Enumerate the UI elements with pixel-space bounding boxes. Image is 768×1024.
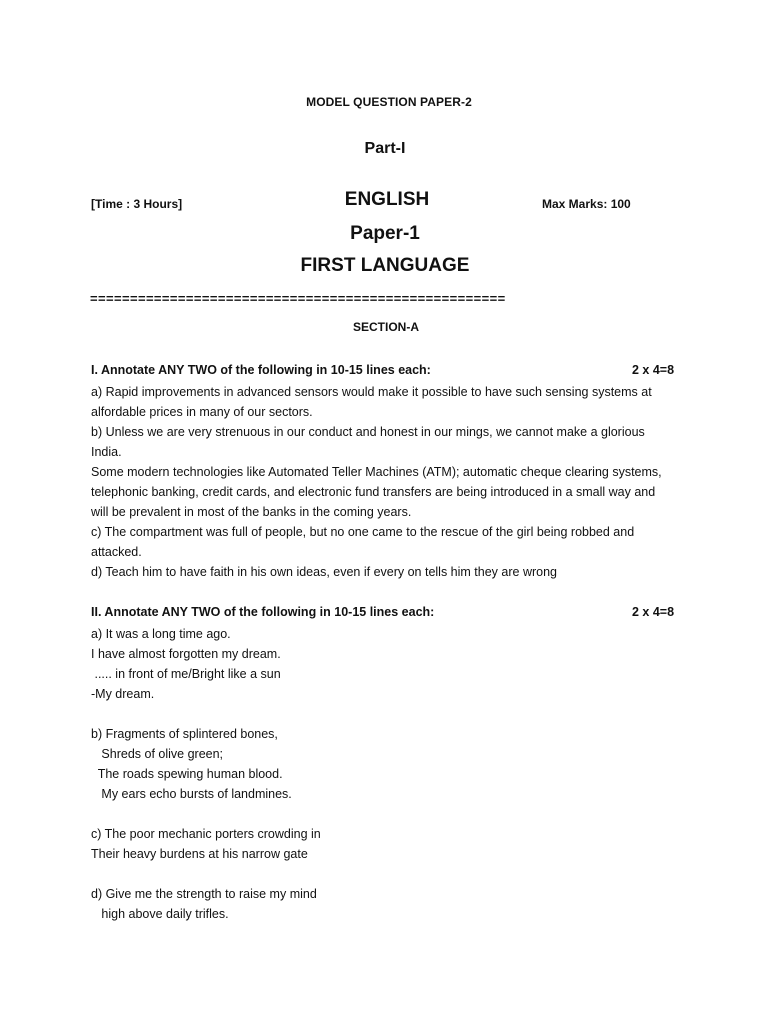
text-line: My ears echo bursts of landmines. (91, 787, 292, 801)
text-line (91, 704, 691, 724)
text-line: high above daily trifles. (91, 907, 229, 921)
divider-rule: ==================================================== (90, 291, 506, 306)
subject-title: ENGLISH (344, 189, 430, 210)
text-line: b) Fragments of splintered bones, (91, 727, 278, 741)
paper-title: MODEL QUESTION PAPER-2 (306, 95, 472, 109)
question-1-body (91, 382, 691, 582)
text-line: c) The compartment was full of people, but no one came to the rescue of the girl being robbed and (91, 525, 635, 539)
question-2-heading: II. Annotate ANY TWO of the following in 10-15 lines each: (91, 605, 435, 619)
question-2-body (91, 624, 691, 924)
time-allowed: [Time : 3 Hours] (91, 197, 183, 211)
text-line: d) Give me the strength to raise my mind (91, 887, 317, 901)
text-line: ..... in front of me/Bright like a sun (91, 667, 281, 681)
question-1-marks: 2 x 4=8 (632, 363, 675, 377)
question-1-heading: I. Annotate ANY TWO of the following in 10-15 lines each: (91, 363, 431, 377)
text-line: Their heavy burdens at his narrow gate (91, 847, 308, 861)
question-2-marks: 2 x 4=8 (632, 605, 675, 619)
paper-number: Paper-1 (350, 223, 420, 244)
language-title: FIRST LANGUAGE (300, 255, 470, 276)
text-line: b) Unless we are very strenuous in our conduct and honest in our mings, we cannot make a glorious (91, 425, 645, 439)
text-line: c) The poor mechanic porters crowding in (91, 827, 321, 841)
text-line: attacked. (91, 545, 142, 559)
text-line: telephonic banking, credit cards, and electronic fund transfers are being introduced in a small way and (91, 485, 656, 499)
text-line: a) Rapid improvements in advanced sensors would make it possible to have such sensing systems at (91, 385, 652, 399)
text-line (91, 804, 691, 824)
text-line: Shreds of olive green; (91, 747, 224, 761)
text-line: The roads spewing human blood. (91, 767, 283, 781)
text-line (91, 864, 691, 884)
text-line: India. (91, 445, 122, 459)
text-line: Some modern technologies like Automated Teller Machines (ATM); automatic cheque clearing systems, (91, 465, 662, 479)
section-heading: SECTION-A (353, 320, 419, 334)
text-line: d) Teach him to have faith in his own ideas, even if every on tells him they are wrong (91, 565, 557, 579)
text-line: alfordable prices in many of our sectors. (91, 405, 313, 419)
text-line: a) It was a long time ago. (91, 627, 231, 641)
text-line: will be prevalent in most of the banks in the coming years. (91, 505, 412, 519)
text-line: I have almost forgotten my dream. (91, 647, 281, 661)
max-marks: Max Marks: 100 (542, 197, 631, 211)
text-line: -My dream. (91, 687, 155, 701)
part-heading: Part-I (364, 140, 406, 157)
